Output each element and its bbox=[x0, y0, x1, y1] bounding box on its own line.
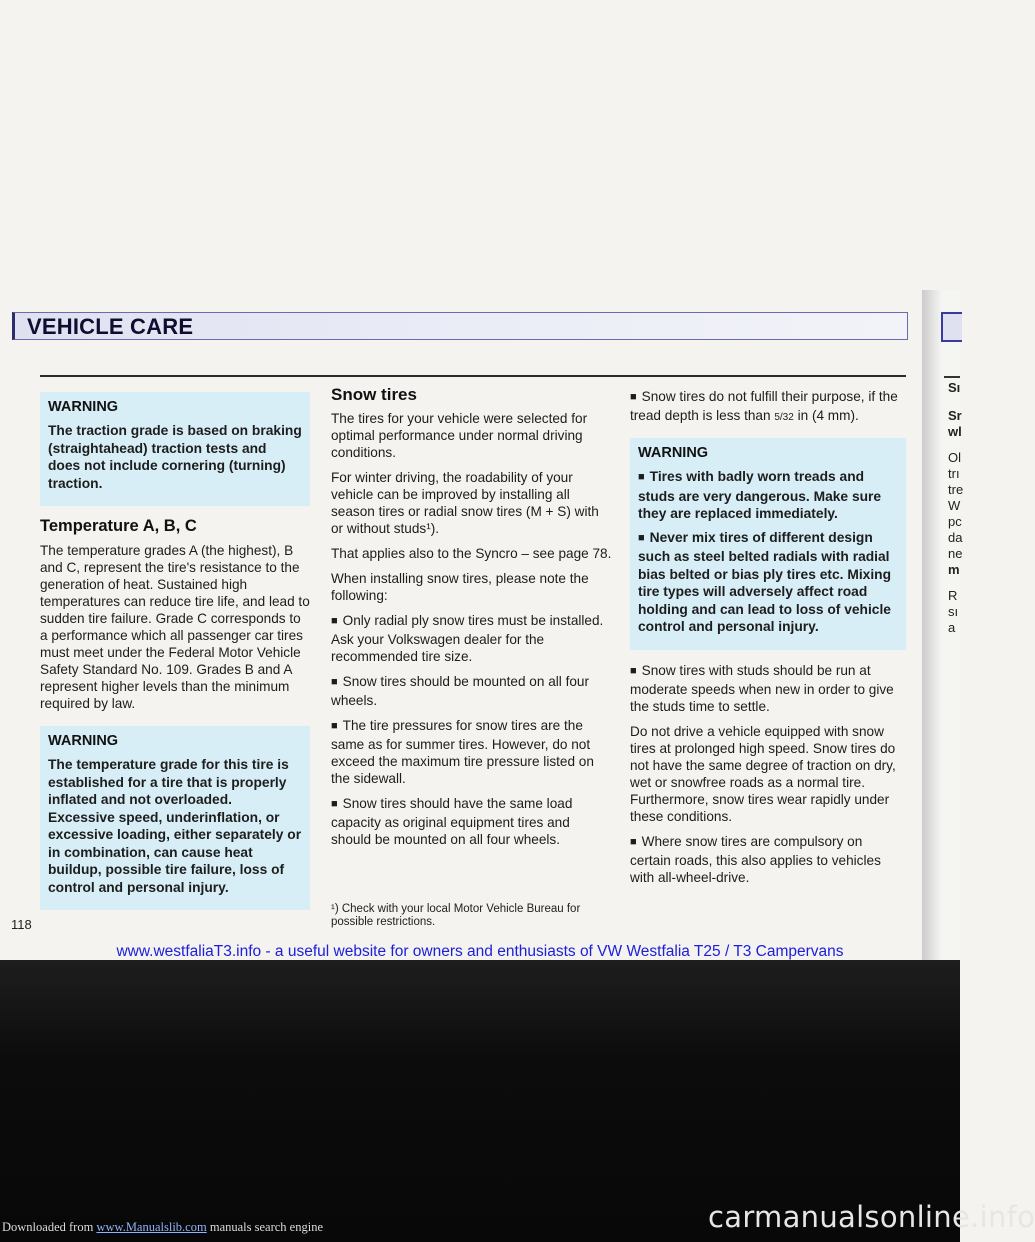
page-gutter-shadow bbox=[922, 290, 942, 960]
heading-temperature: Temperature A, B, C bbox=[40, 517, 197, 535]
next-page-edge bbox=[922, 290, 964, 960]
warning-box-worn-tires bbox=[630, 438, 906, 650]
tread-depth-bullet: ■ Snow tires do not fulfill their purpose, if the tread depth is less than 5/32 in (4 mm). bbox=[630, 388, 906, 426]
next-page-header-fragment bbox=[941, 312, 962, 342]
snow-bullet-3: ■ The tire pressures for snow tires are the same as for summer tires. However, do not exceed the maximum tire pressure listed on the sidewall. bbox=[331, 717, 612, 787]
edge-line: sı bbox=[948, 604, 959, 619]
heading-snow-tires: Snow tires bbox=[331, 385, 417, 404]
page-number: 118 bbox=[11, 917, 32, 932]
warning-box-temperature bbox=[40, 726, 310, 910]
edge-line: ne bbox=[948, 546, 963, 561]
edge-line: R bbox=[948, 588, 958, 603]
warning-title: WARNING bbox=[48, 399, 119, 415]
studs-bullet: ■ Snow tires with studs should be run at moderate speeds when new in order to give the studs time to settle. bbox=[630, 662, 906, 715]
snow-paragraph-3: That applies also to the Syncro – see page 78. bbox=[331, 546, 612, 561]
snow-paragraph-1: The tires for your vehicle were selected for optimal performance under normal driving conditions. bbox=[331, 411, 588, 460]
watermark-text: carmanualsonline.info bbox=[708, 1200, 1035, 1234]
warning-box-traction bbox=[40, 392, 310, 506]
warning-text: The traction grade is based on braking (straightahead) traction tests and does not include cornering (turning) traction. bbox=[48, 423, 302, 491]
section-header bbox=[12, 312, 908, 340]
temperature-paragraph: The temperature grades A (the highest), B and C, represent the tire's resistance to the generation of heat. Sustained high temperatures can reduce tire life, and lead to sudden tire failure. Grade C corresponds to a performance which all passenger car tires must meet under the Federal Motor Vehicle Safety Standard No. 109. Grades B and A represent higher levels than the minimum required by law. bbox=[40, 543, 310, 711]
compulsory-bullet: ■ Where snow tires are compulsory on certain roads, this also applies to vehicles with all-wheel-drive. bbox=[630, 833, 906, 886]
promo-link[interactable]: www.westfaliaT3.info - a useful website for owners and enthusiasts of VW Westfalia T25 / T3 Campervans bbox=[116, 943, 844, 960]
download-note: Downloaded from www.Manualslib.com manuals search engine bbox=[2, 1220, 323, 1234]
section-title: VEHICLE CARE bbox=[27, 314, 194, 339]
column-middle bbox=[331, 386, 612, 856]
fraction: 5/32 bbox=[774, 412, 794, 423]
next-page-rule bbox=[944, 376, 960, 378]
column-left bbox=[40, 392, 310, 922]
edge-line: pc bbox=[948, 514, 962, 529]
snow-bullet-2: ■ Snow tires should be mounted on all four wheels. bbox=[331, 673, 612, 709]
column-right bbox=[630, 388, 906, 894]
edge-line: Sı bbox=[948, 380, 961, 395]
snow-bullet-1: ■ Only radial ply snow tires must be installed. Ask your Volkswagen dealer for the recommended tire size. bbox=[331, 612, 612, 665]
edge-line: da bbox=[948, 530, 963, 545]
edge-line: trı bbox=[948, 466, 960, 481]
snow-bullet-4: ■ Snow tires should have the same load capacity as original equipment tires and should be mounted on all four wheels. bbox=[331, 795, 612, 848]
edge-line: Sr bbox=[948, 408, 962, 423]
edge-line: W bbox=[948, 498, 961, 513]
edge-line: m bbox=[948, 562, 960, 577]
snow-paragraph-2: For winter driving, the roadability of your vehicle can be improved by installing all season tires or radial snow tires (M + S) with or without studs¹). bbox=[331, 470, 599, 536]
edge-line: a bbox=[948, 620, 956, 635]
speed-paragraph: Do not drive a vehicle equipped with snow tires at prolonged high speed. Snow tires do not have the same degree of traction on dry, wet or snowfree roads as a normal tire. Furthermore, snow tires wear rapidly under these conditions. bbox=[630, 723, 896, 824]
footnote: ¹) Check with your local Motor Vehicle Bureau for possible restrictions. bbox=[331, 903, 581, 928]
warning-title: WARNING bbox=[48, 733, 119, 749]
warning-item-2: ■ Never mix tires of different design such as steel belted radials with radial bias belted or bias ply tires etc. Mixing tire types will adversely affect road holding and can lead to loss of vehicle control and personal injury. bbox=[638, 529, 898, 636]
warning-text: The temperature grade for this tire is established for a tire that is properly inflated and not overloaded. Excessive speed, underinflation, or excessive loading, either separately or in combination, can cause heat buildup, possible tire failure, loss of control and personal injury. bbox=[48, 757, 302, 895]
warning-title: WARNING bbox=[638, 445, 709, 461]
snow-paragraph-4: When installing snow tires, please note the following: bbox=[331, 571, 589, 603]
edge-line: tre bbox=[948, 482, 964, 497]
edge-line: wl bbox=[948, 424, 962, 439]
section-divider bbox=[40, 375, 906, 377]
edge-line: Ol bbox=[948, 450, 961, 465]
manualslib-link[interactable]: www.Manualslib.com bbox=[96, 1220, 207, 1234]
warning-item-1: ■ Tires with badly worn treads and studs are very dangerous. Make sure they are replaced immediately. bbox=[638, 468, 898, 523]
